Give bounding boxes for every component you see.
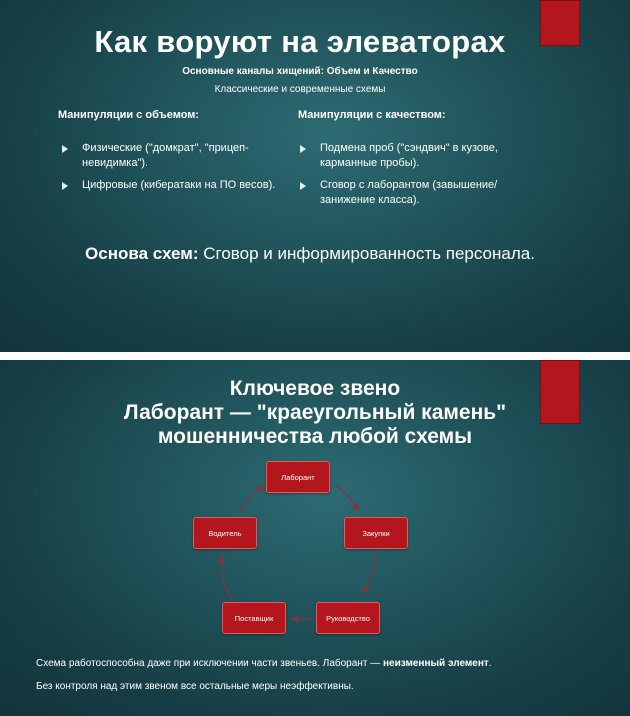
basis-text: Сговор и информированность персонала. [198,244,535,263]
slide-subtitle-secondary: Классические и современные схемы [214,84,386,95]
list-item-text: Физические ("домкрат", "прицеп-невидимка"). [82,142,249,169]
cycle-arrow [222,556,232,600]
slide-title: Как воруют на элеваторах [94,24,506,59]
bullet-arrow-icon [300,145,306,153]
node-driver: Водитель [193,517,257,549]
node-purchase: Закупки [344,517,408,549]
bullet-arrow-icon [300,182,306,190]
note-line [36,658,492,669]
cycle-arrow [363,552,378,593]
list-item [298,141,538,171]
node-lab: Лаборант [266,461,330,493]
node-management: Руководство [316,602,380,634]
list-item [60,141,280,171]
bullet-arrow-icon [62,182,68,190]
volume-list [60,141,280,200]
basis-label: Основа схем: [85,244,199,263]
note-end: . [488,658,492,669]
title-line: Ключевое звено [229,377,401,400]
title-line: мошенничества любой схемы [157,425,473,448]
note-text: Схема работоспособна даже при исключении части звеньев. Лаборант — [36,658,383,669]
basis-statement [0,244,620,264]
list-item-text: Подмена проб ("сэндвич" в кузове, карманные пробы). [320,142,498,169]
note-line: Без контроля над этим звеном все остальные меры неэффективны. [36,681,354,692]
node-supplier: Поставщик [222,602,286,634]
slide-divider [0,352,630,360]
volume-heading: Манипуляции с объемом: [58,109,200,121]
slide-key-link [0,360,630,716]
cycle-arrow [335,485,358,510]
cycle-arrow [240,486,264,512]
bullet-arrow-icon [62,145,68,153]
quality-heading: Манипуляции с качеством: [298,109,446,121]
list-item-text: Сговор с лаборантом (завышение/занижение класса). [320,179,498,206]
slide-subtitle: Основные каналы хищений: Объем и Качество [182,66,418,77]
quality-list [298,141,538,215]
list-item [298,178,538,208]
title-line: Лаборант — "краеугольный камень" [123,401,507,424]
list-item [60,178,280,193]
list-item-text: Цифровые (кибератаки на ПО весов). [82,179,276,191]
note-emphasis: неизменный элемент [382,658,489,669]
slide-volume-quality [0,0,630,352]
